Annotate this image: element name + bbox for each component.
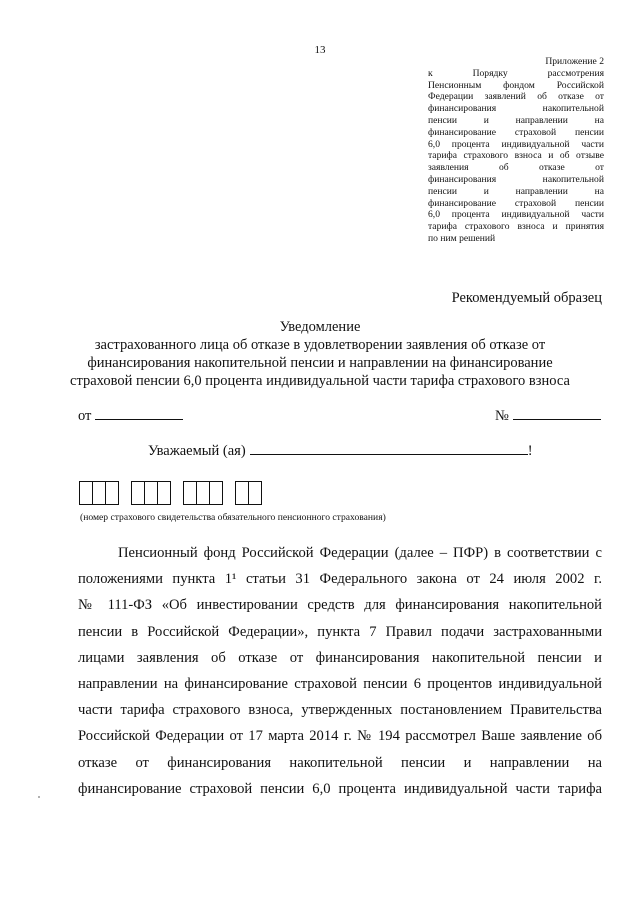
- digit-cell[interactable]: [144, 481, 158, 505]
- appendix-line: финансирование страховой пенсии: [428, 126, 604, 138]
- appendix-line: к Порядку рассмотрения: [428, 67, 604, 79]
- body-line: отказе от финансирования накопительной пенсии и направлении на: [78, 754, 602, 771]
- body-line: Российской Федерации от 17 марта 2014 г. № 194 рассмотрел Ваше заявление об: [78, 728, 602, 745]
- scan-speck: [38, 796, 40, 798]
- appendix-title: Приложение 2: [545, 56, 604, 67]
- digit-cell[interactable]: [105, 481, 119, 505]
- digit-group: [131, 481, 170, 505]
- number-field: [495, 405, 601, 425]
- salutation-name-blank[interactable]: [250, 440, 528, 455]
- digit-cell[interactable]: [248, 481, 262, 505]
- digit-group: [235, 481, 261, 505]
- digit-cell[interactable]: [157, 481, 171, 505]
- date-field: [78, 405, 183, 425]
- appendix-line: по ним решений: [428, 232, 496, 244]
- notice-subtitle-line: застрахованного лица об отказе в удовлетворении заявления об отказе от: [94, 337, 546, 353]
- digit-group: [79, 481, 118, 505]
- body-line: направлении на финансирование страховой пенсии 6 процентов индивидуальной: [78, 676, 602, 693]
- digit-group: [183, 481, 222, 505]
- appendix-line: пенсии и направлении на: [428, 114, 604, 126]
- appendix-line: Пенсионным фондом Российской: [428, 79, 604, 91]
- appendix-line: заявления об отказе от: [428, 162, 604, 174]
- appendix-line: пенсии и направлении на: [428, 185, 604, 197]
- body-line: финансирование страховой пенсии 6,0 процента индивидуальной части тарифа: [78, 780, 602, 797]
- recommended-sample-label: Рекомендуемый образец: [451, 290, 602, 306]
- date-label: от: [78, 408, 92, 424]
- body-line: части тарифа страхового взноса, утвержденных постановлением Правительства: [78, 702, 602, 719]
- notice-subtitle-line: финансирования накопительной пенсии и направлении на финансирование: [87, 355, 553, 371]
- body-paragraph: [78, 540, 602, 802]
- notice-subtitle-line: страховой пенсии 6,0 процента индивидуальной части тарифа страхового взноса: [70, 373, 570, 389]
- date-blank-line[interactable]: [95, 405, 183, 420]
- insurance-number-caption: (номер страхового свидетельства обязательного пенсионного страхования): [80, 512, 386, 523]
- digit-cell[interactable]: [183, 481, 197, 505]
- number-label: №: [495, 408, 509, 424]
- page-number: 13: [314, 44, 326, 56]
- salutation: [148, 440, 533, 460]
- notice-heading: [0, 318, 640, 390]
- digit-cell[interactable]: [235, 481, 249, 505]
- appendix-line: Федерации заявлений об отказе от: [428, 91, 604, 103]
- body-line: пенсии в Российской Федерации», пункта 7 Правил подачи застрахованными: [78, 623, 602, 640]
- appendix-line: тарифа страхового взноса и принятия: [428, 221, 604, 233]
- appendix-line: финансирования накопительной: [428, 173, 604, 185]
- appendix-line: тарифа страхового взноса и об отзыве: [428, 150, 604, 162]
- digit-cell[interactable]: [209, 481, 223, 505]
- appendix-line: 6,0 процента индивидуальной части: [428, 209, 604, 221]
- appendix-line: 6,0 процента индивидуальной части: [428, 138, 604, 150]
- digit-cell[interactable]: [196, 481, 210, 505]
- digit-cell[interactable]: [79, 481, 93, 505]
- notice-title: Уведомление: [279, 319, 361, 335]
- digit-cell[interactable]: [131, 481, 145, 505]
- digit-cell[interactable]: [92, 481, 106, 505]
- body-line: Пенсионный фонд Российской Федерации (далее – ПФР) в соответствии с: [118, 545, 602, 561]
- appendix-line: финансирования накопительной: [428, 103, 604, 115]
- salutation-end-mark: !: [527, 443, 533, 459]
- number-blank-line[interactable]: [513, 405, 601, 420]
- body-line: положениями пункта 1¹ статьи 31 Федерального закона от 24 июля 2002 г.: [78, 571, 602, 588]
- body-line: лицами заявления об отказе от финансирования накопительной пенсии и: [78, 649, 602, 666]
- body-line: № 111-ФЗ «Об инвестировании средств для финансирования накопительной: [78, 597, 602, 614]
- appendix-line: финансирование страховой пенсии: [428, 197, 604, 209]
- salutation-label: Уважаемый (ая): [148, 443, 246, 459]
- appendix-reference: [428, 56, 604, 245]
